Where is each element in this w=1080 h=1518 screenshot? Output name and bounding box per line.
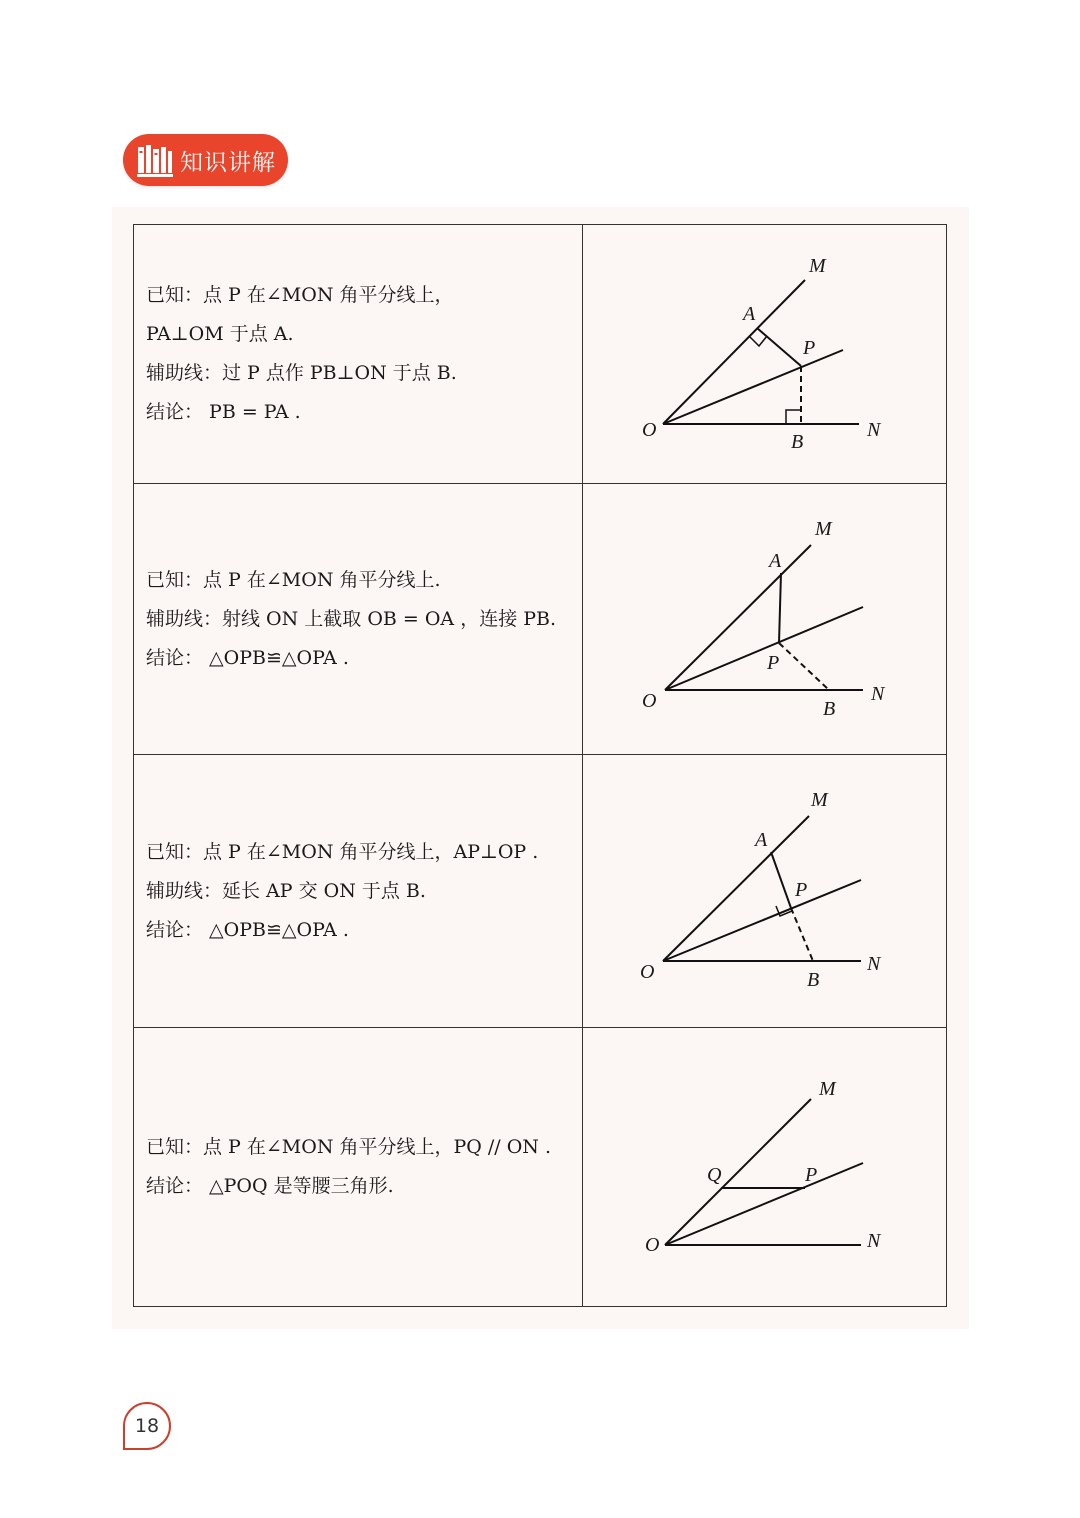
label-O: O: [642, 689, 657, 712]
table-row: [134, 484, 947, 755]
text-line: 结论： △OPB≌△OPA .: [146, 646, 349, 669]
section-badge: [123, 134, 288, 186]
text-line: 结论： △OPB≌△OPA .: [146, 918, 349, 941]
geometry-figure-2: [583, 485, 946, 754]
label-B: B: [807, 968, 820, 991]
label-Q: Q: [707, 1163, 722, 1186]
row-text: [134, 225, 583, 484]
row-figure: [583, 225, 947, 484]
text-line: 已知：点 P 在∠MON 角平分线上，AP⊥OP .: [146, 840, 539, 863]
label-B: B: [791, 430, 804, 453]
text-line: PA⊥OM 于点 A.: [146, 323, 294, 345]
label-N: N: [867, 1229, 881, 1252]
row-text: [134, 1028, 583, 1307]
text-line: 已知：点 P 在∠MON 角平分线上.: [146, 568, 441, 591]
text-line: 已知：点 P 在∠MON 角平分线上，PQ // ON .: [146, 1136, 552, 1158]
text-line: 结论： PB = PA .: [146, 401, 301, 423]
books-icon: [136, 141, 174, 179]
label-O: O: [640, 960, 655, 983]
row-text: [134, 755, 583, 1028]
table-row: [134, 225, 947, 484]
row-text: [134, 484, 583, 755]
text-line: 辅助线：射线 ON 上截取 OB = OA ，连接 PB.: [146, 607, 557, 630]
text-line: 已知：点 P 在∠MON 角平分线上，: [146, 284, 454, 306]
label-M: M: [811, 788, 828, 811]
label-B: B: [823, 697, 836, 720]
geometry-figure-3: [583, 756, 946, 1027]
text-line: 辅助线：延长 AP 交 ON 于点 B.: [146, 879, 426, 902]
label-A: A: [743, 302, 756, 325]
row-figure: [583, 755, 947, 1028]
text-line: 结论： △POQ 是等腰三角形.: [146, 1175, 394, 1197]
row-figure: [583, 1028, 947, 1307]
label-N: N: [871, 682, 885, 705]
label-N: N: [867, 418, 881, 441]
row-figure: [583, 484, 947, 755]
label-O: O: [645, 1233, 660, 1256]
label-N: N: [867, 952, 881, 975]
label-A: A: [755, 828, 768, 851]
text-line: 辅助线：过 P 点作 PB⊥ON 于点 B.: [146, 362, 457, 384]
table-row: [134, 1028, 947, 1307]
label-O: O: [642, 418, 657, 441]
label-P: P: [767, 651, 780, 674]
label-P: P: [803, 336, 816, 359]
label-A: A: [769, 549, 782, 572]
label-P: P: [795, 878, 808, 901]
table-row: [134, 755, 947, 1028]
section-title: 知识讲解: [180, 149, 276, 176]
knowledge-table: [133, 224, 947, 1307]
geometry-figure-4: [583, 1029, 946, 1306]
page-number: 18: [123, 1402, 171, 1450]
label-M: M: [809, 254, 826, 277]
geometry-figure-1: [583, 226, 946, 483]
label-M: M: [819, 1077, 836, 1100]
label-M: M: [815, 517, 832, 540]
label-P: P: [805, 1163, 818, 1186]
